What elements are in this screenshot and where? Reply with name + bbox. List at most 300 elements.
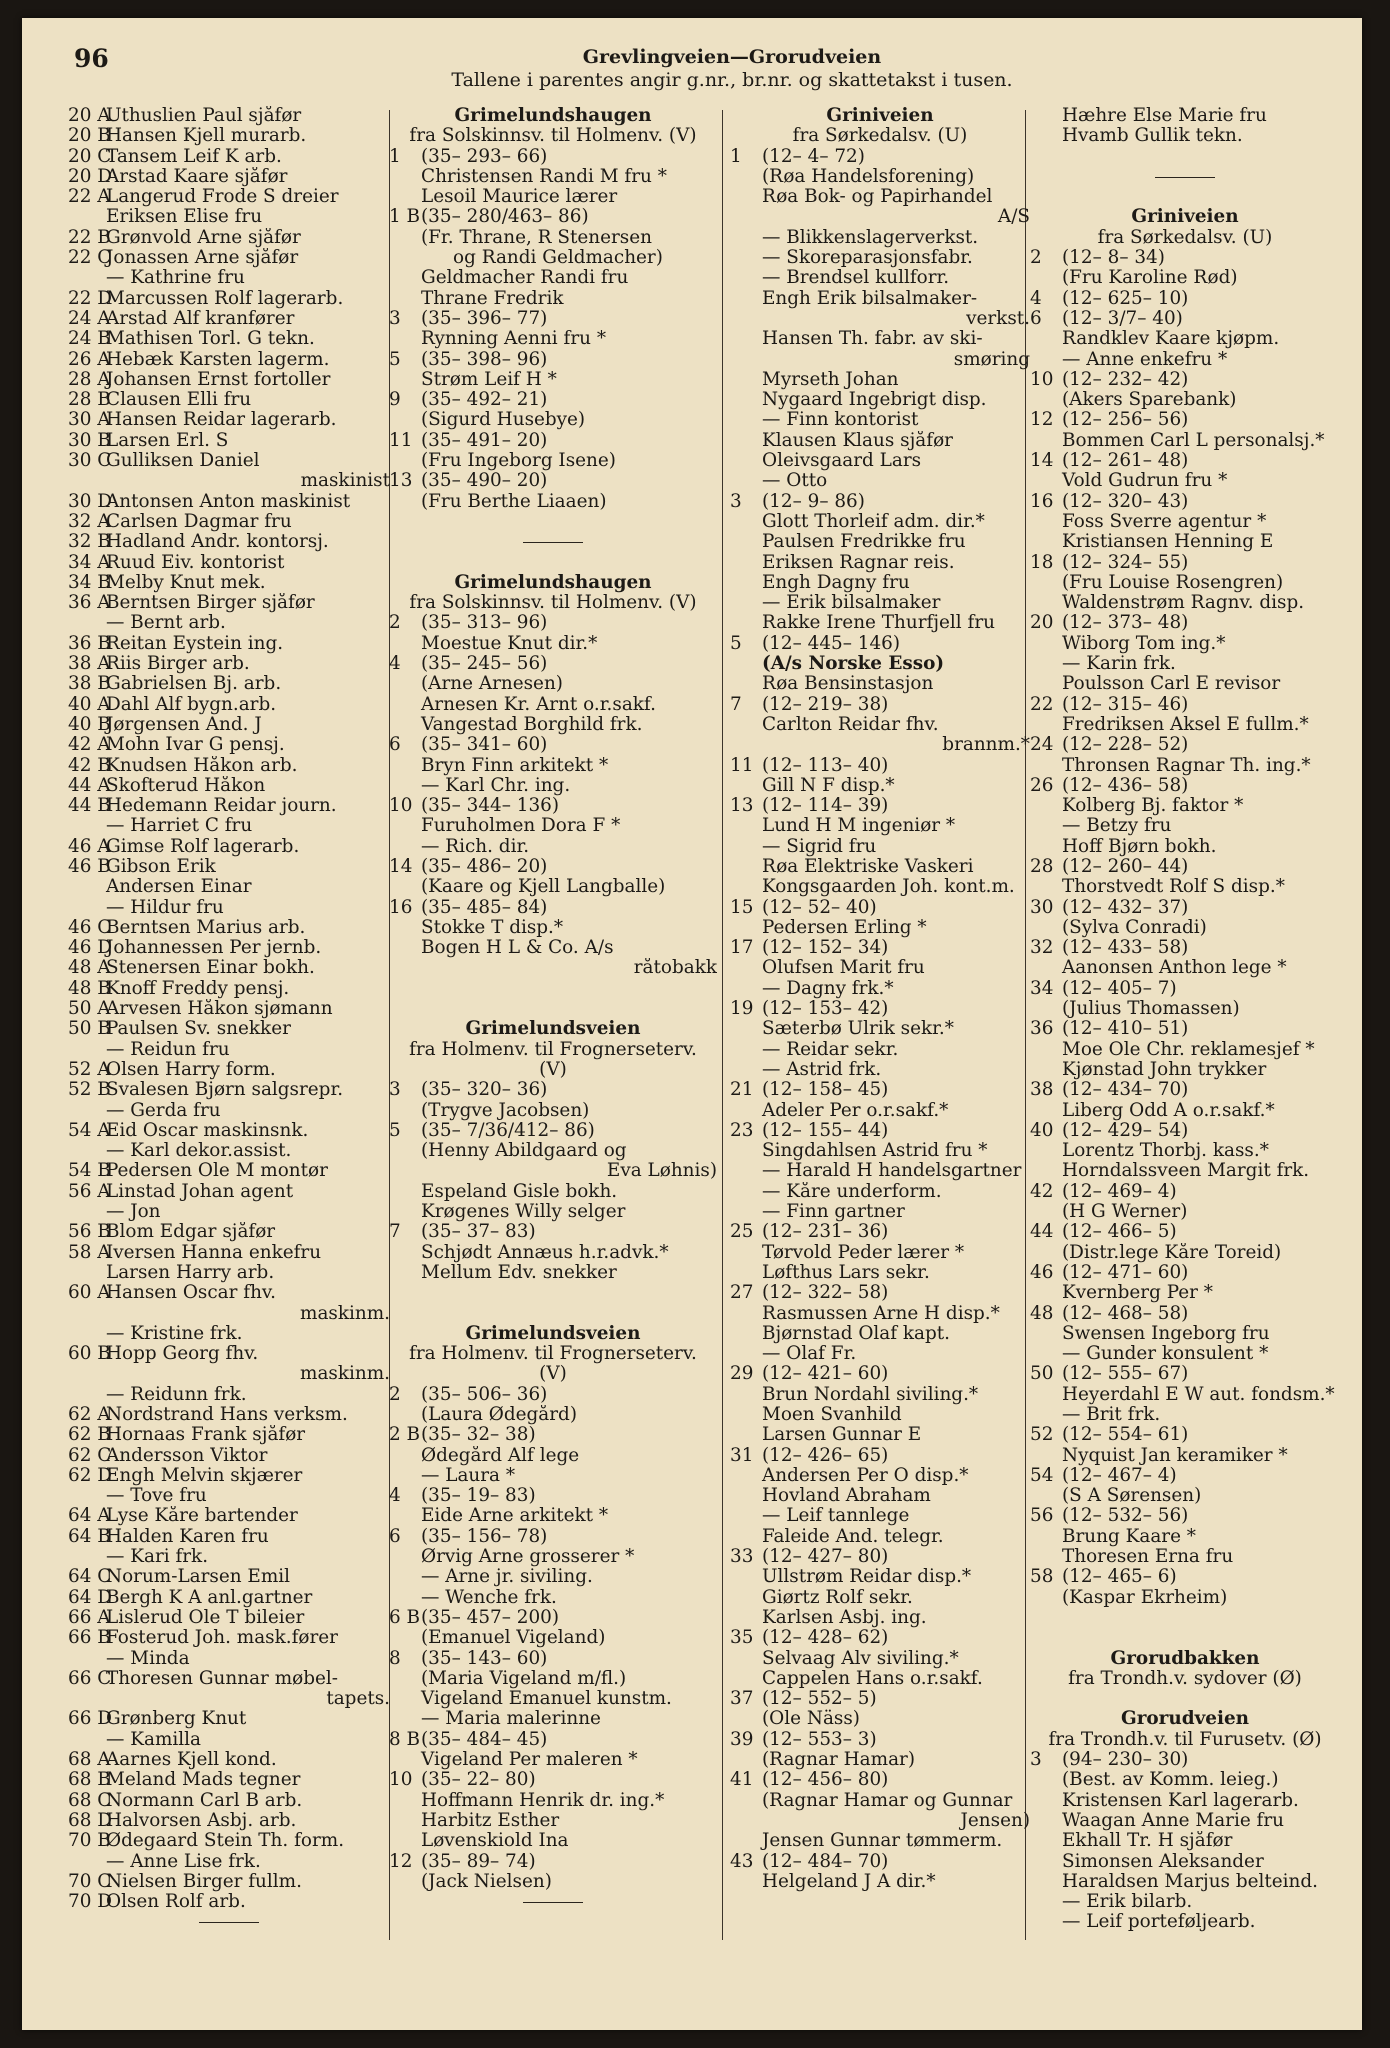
directory-entry <box>1030 1304 1340 1324</box>
directory-entry <box>68 1730 390 1750</box>
directory-entry <box>1030 410 1340 430</box>
directory-entry <box>1030 268 1340 288</box>
section-divider <box>389 1892 717 1912</box>
entry-text: Ruud Eiv. kontorist <box>106 552 285 573</box>
entry-text: (12– 469– 4) <box>1062 1181 1177 1202</box>
directory-entry <box>730 390 1030 410</box>
entry-text: Larsen Erl. S <box>106 430 229 451</box>
entry-text: Aanonsen Anthon lege * <box>1062 958 1287 979</box>
house-number: 66 B <box>68 1628 111 1649</box>
directory-entry <box>389 207 717 227</box>
entry-text: Tansem Leif K arb. <box>106 146 282 167</box>
house-number: 8 <box>389 1648 401 1669</box>
directory-entry <box>68 431 390 451</box>
entry-text: (35– 484– 45) <box>421 1729 548 1750</box>
house-number: 54 B <box>68 1161 111 1182</box>
house-number: 66 C <box>68 1668 112 1689</box>
entry-text: (12– 428– 62) <box>762 1628 889 1649</box>
entry-text: Reitan Eystein ing. <box>106 633 284 654</box>
directory-entry <box>389 1425 717 1445</box>
directory-entry <box>730 1019 1030 1039</box>
directory-entry <box>68 958 390 978</box>
entry-text: (Sigurd Husebye) <box>421 410 586 431</box>
house-number: 36 A <box>68 593 111 614</box>
directory-entry <box>730 695 1030 715</box>
entry-text: (12– 158– 45) <box>762 1080 889 1101</box>
entry-text: (12– 445– 146) <box>762 633 901 654</box>
directory-entry <box>730 1446 1030 1466</box>
entry-text: (35– 32– 38) <box>421 1425 536 1446</box>
directory-entry <box>389 634 717 654</box>
directory-entry <box>730 634 1030 654</box>
house-number: 6 <box>1030 308 1042 329</box>
directory-entry <box>68 898 390 918</box>
entry-text: (35– 506– 36) <box>421 1384 548 1405</box>
entry-text: (Fru Karoline Rød) <box>1062 268 1238 289</box>
entry-text: (Fru Ingeborg Isene) <box>421 451 616 472</box>
directory-entry <box>389 796 717 816</box>
directory-entry <box>389 1730 717 1750</box>
entry-text: Antonsen Anton maskinist <box>106 491 351 512</box>
entry-text: (35– 293– 66) <box>421 146 548 167</box>
directory-entry <box>1030 1324 1340 1344</box>
house-number: 27 <box>730 1283 754 1304</box>
directory-entry <box>730 1060 1030 1080</box>
entry-text: Knoff Freddy pensj. <box>106 978 290 999</box>
street-subheading: fra Trondh.v. sydover (Ø) <box>1068 1668 1302 1689</box>
directory-entry <box>1030 816 1340 836</box>
directory-entry <box>1030 1527 1340 1547</box>
house-number: 5 <box>730 633 742 654</box>
directory-entry <box>68 756 390 776</box>
directory-entry <box>730 289 1030 309</box>
directory-entry <box>68 715 390 735</box>
house-number: 42 B <box>68 755 111 776</box>
house-number: 3 <box>389 1080 401 1101</box>
entry-text: (35– 490– 20) <box>421 471 548 492</box>
directory-entry <box>68 1243 390 1263</box>
directory-entry <box>68 1425 390 1445</box>
directory-entry <box>730 999 1030 1019</box>
directory-entry <box>1030 370 1340 390</box>
house-number: 46 D <box>68 938 112 959</box>
entry-text: Fosterud Joh. mask.fører <box>106 1628 338 1649</box>
directory-entry <box>68 593 390 613</box>
directory-entry <box>68 1486 390 1506</box>
directory-entry <box>1030 1040 1340 1060</box>
entry-text: (35– 156– 78) <box>421 1526 548 1547</box>
street-subheading: fra Sørkedalsv. (U) <box>1097 227 1273 248</box>
directory-entry <box>68 492 390 512</box>
entry-text: (Ole Näss) <box>762 1709 860 1730</box>
section-divider <box>389 532 717 552</box>
entry-text: Hvamb Gullik tekn. <box>1062 126 1243 147</box>
street-subheading: fra Trondh.v. til Furusetv. (Ø) <box>1048 1729 1322 1750</box>
continuation-text: Eva Løhnis) <box>606 1161 717 1182</box>
entry-text: (12– 322– 58) <box>762 1283 889 1304</box>
directory-entry <box>730 471 1030 491</box>
entry-text: — Skoreparasjonsfabr. <box>762 248 973 269</box>
directory-entry <box>389 1547 717 1567</box>
directory-entry <box>68 1811 390 1831</box>
house-number: 66 A <box>68 1607 111 1628</box>
directory-entry <box>1030 126 1340 146</box>
directory-entry <box>1030 877 1340 897</box>
entry-text: (12– 315– 46) <box>1062 694 1189 715</box>
entry-text: Hansen Kjell murarb. <box>106 126 307 147</box>
entry-text: Moestue Knut dir.* <box>421 633 598 654</box>
entry-text: (35– 344– 136) <box>421 796 560 817</box>
directory-entry <box>730 1567 1030 1587</box>
spacer <box>389 979 717 999</box>
directory-entry <box>730 796 1030 816</box>
house-number: 70 B <box>68 1831 111 1852</box>
entry-text: Johannessen Per jernb. <box>106 938 322 959</box>
entry-text: Løvenskiold Ina <box>421 1831 569 1852</box>
entry-text: (12– 4– 72) <box>762 146 865 167</box>
entry-text: Norum-Larsen Emil <box>106 1567 291 1588</box>
spacer <box>1030 147 1340 167</box>
entry-text: Brun Nordahl siviling.* <box>762 1384 979 1405</box>
directory-entry <box>1030 1019 1340 1039</box>
entry-text: (12– 466– 5) <box>1062 1222 1177 1243</box>
directory-entry <box>68 1040 390 1060</box>
entry-text: — Arne jr. siviling. <box>421 1567 593 1588</box>
entry-text: (12– 153– 42) <box>762 999 889 1020</box>
house-number: 62 C <box>68 1445 112 1466</box>
house-number: 46 A <box>68 836 111 857</box>
directory-entry <box>1030 1344 1340 1364</box>
entry-text: Thorstvedt Rolf S disp.* <box>1062 877 1285 898</box>
directory-entry <box>389 431 717 451</box>
directory-entry <box>1030 695 1340 715</box>
entry-text: (12– 468– 58) <box>1062 1303 1189 1324</box>
house-number: 68 C <box>68 1790 112 1811</box>
house-number: 19 <box>730 999 754 1020</box>
entry-text: — Karin frk. <box>1062 654 1176 675</box>
house-number: 29 <box>730 1364 754 1385</box>
entry-text: Harbitz Esther <box>421 1810 560 1831</box>
house-number: 2 <box>389 1384 401 1405</box>
entry-text: (35– 486– 20) <box>421 856 548 877</box>
entry-text: (A/s Norske Esso) <box>762 654 945 675</box>
directory-entry <box>1030 735 1340 755</box>
entry-text: Carlton Reidar fhv. <box>762 714 939 735</box>
entry-text: (12– 114– 39) <box>762 796 889 817</box>
entry-text: Wiborg Tom ing.* <box>1062 633 1226 654</box>
entry-text: Rasmussen Arne H disp.* <box>762 1303 1000 1324</box>
directory-entry <box>389 492 717 512</box>
directory-entry <box>1030 857 1340 877</box>
entry-text: Larsen Harry arb. <box>106 1262 275 1283</box>
entry-text: Olsen Harry form. <box>106 1059 276 1080</box>
entry-text: — Finn kontorist <box>762 410 919 431</box>
entry-text: (Laura Ødegård) <box>421 1405 578 1425</box>
spacer <box>389 553 717 573</box>
house-number: 46 B <box>68 856 111 877</box>
directory-entry <box>730 756 1030 776</box>
directory-entry <box>1030 1364 1340 1384</box>
house-number: 2 <box>389 613 401 634</box>
directory-entry <box>68 1628 390 1648</box>
entry-text: — Reidar sekr. <box>762 1039 899 1060</box>
directory-entry <box>68 1709 390 1729</box>
entry-text: (12– 434– 70) <box>1062 1080 1189 1101</box>
directory-entry <box>730 1405 1030 1425</box>
entry-text: Normann Carl B arb. <box>106 1790 303 1811</box>
house-number: 18 <box>1030 552 1054 573</box>
house-number: 26 <box>1030 775 1054 796</box>
directory-entry <box>1030 674 1340 694</box>
directory-entry <box>68 654 390 674</box>
directory-entry <box>68 126 390 146</box>
entry-text: Klausen Klaus sjåfør <box>762 430 953 451</box>
house-number: 44 B <box>68 796 111 817</box>
house-number: 68 A <box>68 1750 111 1771</box>
entry-text: Giørtz Rolf sekr. <box>762 1587 913 1608</box>
directory-entry <box>389 1466 717 1486</box>
directory-entry <box>68 147 390 167</box>
directory-entry <box>730 593 1030 613</box>
directory-entry <box>1030 796 1340 816</box>
house-number: 54 <box>1030 1465 1054 1486</box>
column-rule <box>722 110 723 1940</box>
directory-entry <box>1030 1770 1340 1790</box>
house-number: 32 B <box>68 532 111 553</box>
page-number: 96 <box>74 44 109 73</box>
directory-entry <box>730 877 1030 897</box>
entry-text: Paulsen Sv. snekker <box>106 1019 291 1040</box>
directory-entry <box>1030 1466 1340 1486</box>
directory-entry <box>68 1161 390 1181</box>
entry-text: Swensen Ingeborg fru <box>1062 1323 1270 1344</box>
entry-text: — Bernt arb. <box>106 613 226 634</box>
house-number: 13 <box>730 796 754 817</box>
entry-text: Selvaag Alv siviling.* <box>762 1648 959 1669</box>
entry-text: — Brendsel kullforr. <box>762 268 950 289</box>
entry-text: — Karl Chr. ing. <box>421 775 571 796</box>
house-number: 15 <box>730 897 754 918</box>
entry-text: (12– 456– 80) <box>762 1770 889 1791</box>
house-number: 16 <box>389 897 413 918</box>
directory-entry <box>1030 938 1340 958</box>
house-number: 46 <box>1030 1262 1054 1283</box>
house-number: 14 <box>389 856 413 877</box>
directory-entry <box>1030 999 1340 1019</box>
directory-entry <box>730 1324 1030 1344</box>
house-number: 22 A <box>68 187 111 208</box>
house-number: 23 <box>730 1120 754 1141</box>
directory-entry <box>1030 309 1340 329</box>
entry-text: — Minda <box>106 1648 190 1669</box>
entry-text: Lyse Kåre bartender <box>106 1506 298 1527</box>
entry-text: Riis Birger arb. <box>106 654 250 675</box>
directory-entry <box>68 1202 390 1222</box>
directory-entry <box>1030 1060 1340 1080</box>
directory-entry <box>1030 1080 1340 1100</box>
directory-entry <box>730 1852 1030 1872</box>
entry-text: Cappelen Hans o.r.sakf. <box>762 1668 983 1689</box>
directory-entry <box>68 776 390 796</box>
house-number: 4 <box>1030 288 1042 309</box>
house-number: 8 B <box>389 1729 421 1750</box>
house-number: 36 B <box>68 633 111 654</box>
directory-entry <box>389 1506 717 1526</box>
entry-text: (12– 426– 65) <box>762 1445 889 1466</box>
directory-entry <box>68 1182 390 1202</box>
directory-entry <box>1030 1141 1340 1161</box>
street-subheading: fra Solskinnsv. til Holmenv. (V) <box>409 593 697 614</box>
directory-entry <box>389 1101 717 1121</box>
directory-entry <box>68 1405 390 1425</box>
entry-text: (Sylva Conradi) <box>1062 917 1207 938</box>
directory-entry <box>68 370 390 390</box>
entry-text: — Kathrine fru <box>106 268 245 289</box>
entry-text: — Astrid frk. <box>762 1059 882 1080</box>
entry-text: Ødegaard Stein Th. form. <box>106 1831 345 1852</box>
entry-text: Rakke Irene Thurfjell fru <box>762 613 995 634</box>
entry-text: — Wenche frk. <box>421 1587 557 1608</box>
house-number: 35 <box>730 1628 754 1649</box>
directory-entry <box>730 329 1030 349</box>
entry-text: Larsen Gunnar E <box>762 1425 922 1446</box>
spacer <box>389 512 717 532</box>
directory-entry <box>68 350 390 370</box>
entry-text: Kristensen Karl lagerarb. <box>1062 1790 1299 1811</box>
directory-entry <box>1030 390 1340 410</box>
entry-text: Kolberg Bj. faktor * <box>1062 796 1244 817</box>
entry-text: Gabrielsen Bj. arb. <box>106 674 282 695</box>
directory-entry <box>730 1080 1030 1100</box>
entry-text: Røa Elektriske Vaskeri <box>762 856 974 877</box>
directory-entry <box>389 370 717 390</box>
entry-text: Hedemann Reidar journ. <box>106 796 337 817</box>
directory-entry <box>68 1121 390 1141</box>
entry-text: Mellum Edv. snekker <box>421 1262 617 1283</box>
entry-text: Moe Ole Chr. reklamesjef * <box>1062 1039 1315 1060</box>
directory-entry <box>68 1567 390 1587</box>
directory-entry <box>389 756 717 776</box>
entry-text: Haraldsen Marjus belteind. <box>1062 1871 1318 1892</box>
entry-text: Poulsson Carl E revisor <box>1062 674 1281 695</box>
directory-entry <box>389 1567 717 1587</box>
house-number: 56 A <box>68 1181 111 1202</box>
directory-entry <box>389 1446 717 1466</box>
entry-text: Engh Melvin skjærer <box>106 1465 303 1486</box>
house-number: 20 <box>1030 613 1054 634</box>
entry-text: (35– 341– 60) <box>421 735 548 756</box>
directory-entry <box>389 877 717 897</box>
house-number: 42 A <box>68 735 111 756</box>
street-subheading: (V) <box>539 1364 567 1385</box>
directory-entry <box>1030 1547 1340 1567</box>
entry-text: (12– 3/7– 40) <box>1062 308 1183 329</box>
directory-entry <box>68 248 390 268</box>
directory-entry <box>389 898 717 918</box>
entry-text: (35– 89– 74) <box>421 1851 536 1872</box>
entry-text: — Laura * <box>421 1465 516 1486</box>
entry-text: — Anne Lise frk. <box>106 1851 261 1872</box>
entry-text: (35– 22– 80) <box>421 1770 536 1791</box>
entry-text: Kongsgaarden Joh. kont.m. <box>762 877 1015 898</box>
entry-text: Andersson Viktor <box>106 1445 268 1466</box>
house-number: 70 D <box>68 1892 112 1913</box>
house-number: 36 <box>1030 1019 1054 1040</box>
entry-text: Hoff Bjørn bokh. <box>1062 836 1217 857</box>
entry-text: (Jack Nielsen) <box>421 1871 552 1892</box>
entry-text: Nordstrand Hans verksm. <box>106 1405 348 1425</box>
directory-entry <box>1030 1567 1340 1587</box>
directory-entry <box>389 268 717 288</box>
directory-entry <box>1030 1852 1340 1872</box>
entry-text: Røa Bok- og Papirhandel <box>762 187 993 208</box>
directory-entry <box>730 187 1030 207</box>
entry-text: (12– 532– 56) <box>1062 1506 1189 1527</box>
directory-entry <box>730 167 1030 187</box>
directory-entry <box>730 1486 1030 1506</box>
directory-entry <box>389 1385 717 1405</box>
entry-text: Vold Gudrun fru * <box>1062 471 1228 492</box>
house-number: 28 <box>1030 856 1054 877</box>
house-number: 3 <box>389 308 401 329</box>
house-number: 1 B <box>389 207 421 228</box>
directory-entry <box>730 1730 1030 1750</box>
house-number: 25 <box>730 1222 754 1243</box>
directory-entry <box>68 1466 390 1486</box>
directory-entry <box>68 837 390 857</box>
entry-text: (12– 436– 58) <box>1062 775 1189 796</box>
directory-column-4 <box>1030 106 1340 1933</box>
directory-entry <box>68 796 390 816</box>
entry-text: Lund H M ingeniør * <box>762 816 956 837</box>
directory-entry <box>68 309 390 329</box>
house-number: 24 A <box>68 308 111 329</box>
house-number: 50 <box>1030 1364 1054 1385</box>
entry-text: — Sigrid fru <box>762 836 877 857</box>
entry-text: (35– 398– 96) <box>421 349 548 370</box>
entry-text: (Røa Handelsforening) <box>762 166 975 187</box>
entry-text: — Brit frk. <box>1062 1405 1161 1425</box>
directory-entry <box>389 1872 717 1892</box>
entry-text: (12– 373– 48) <box>1062 613 1189 634</box>
directory-entry <box>730 837 1030 857</box>
directory-entry <box>389 837 717 857</box>
street-heading: Griniveien <box>826 106 934 126</box>
house-number: 20 C <box>68 146 112 167</box>
directory-entry <box>730 898 1030 918</box>
directory-entry <box>1030 451 1340 471</box>
directory-entry <box>68 1831 390 1851</box>
entry-text: Knudsen Håkon arb. <box>106 755 298 776</box>
entry-text: — Harriet C fru <box>106 816 253 837</box>
entry-text: Bommen Carl L personalsj.* <box>1062 430 1325 451</box>
entry-text: — Gunder konsulent * <box>1062 1344 1269 1365</box>
entry-text: Ørvig Arne grosserer * <box>421 1547 635 1568</box>
directory-entry <box>730 1669 1030 1689</box>
entry-text: Adeler Per o.r.sakf.* <box>762 1100 949 1121</box>
directory-entry <box>389 1588 717 1608</box>
directory-entry <box>68 451 390 471</box>
directory-entry <box>68 573 390 593</box>
street-heading: Grorudbakken <box>1110 1648 1260 1669</box>
entry-text: Bjørnstad Olaf kapt. <box>762 1323 951 1344</box>
directory-entry <box>389 1263 717 1283</box>
directory-page <box>22 18 1362 2030</box>
entry-text: Simonsen Aleksander <box>1062 1851 1264 1872</box>
directory-entry <box>1030 1425 1340 1445</box>
entry-text: Berntsen Birger sjåfør <box>106 593 315 614</box>
entry-text: (35– 313– 96) <box>421 613 548 634</box>
